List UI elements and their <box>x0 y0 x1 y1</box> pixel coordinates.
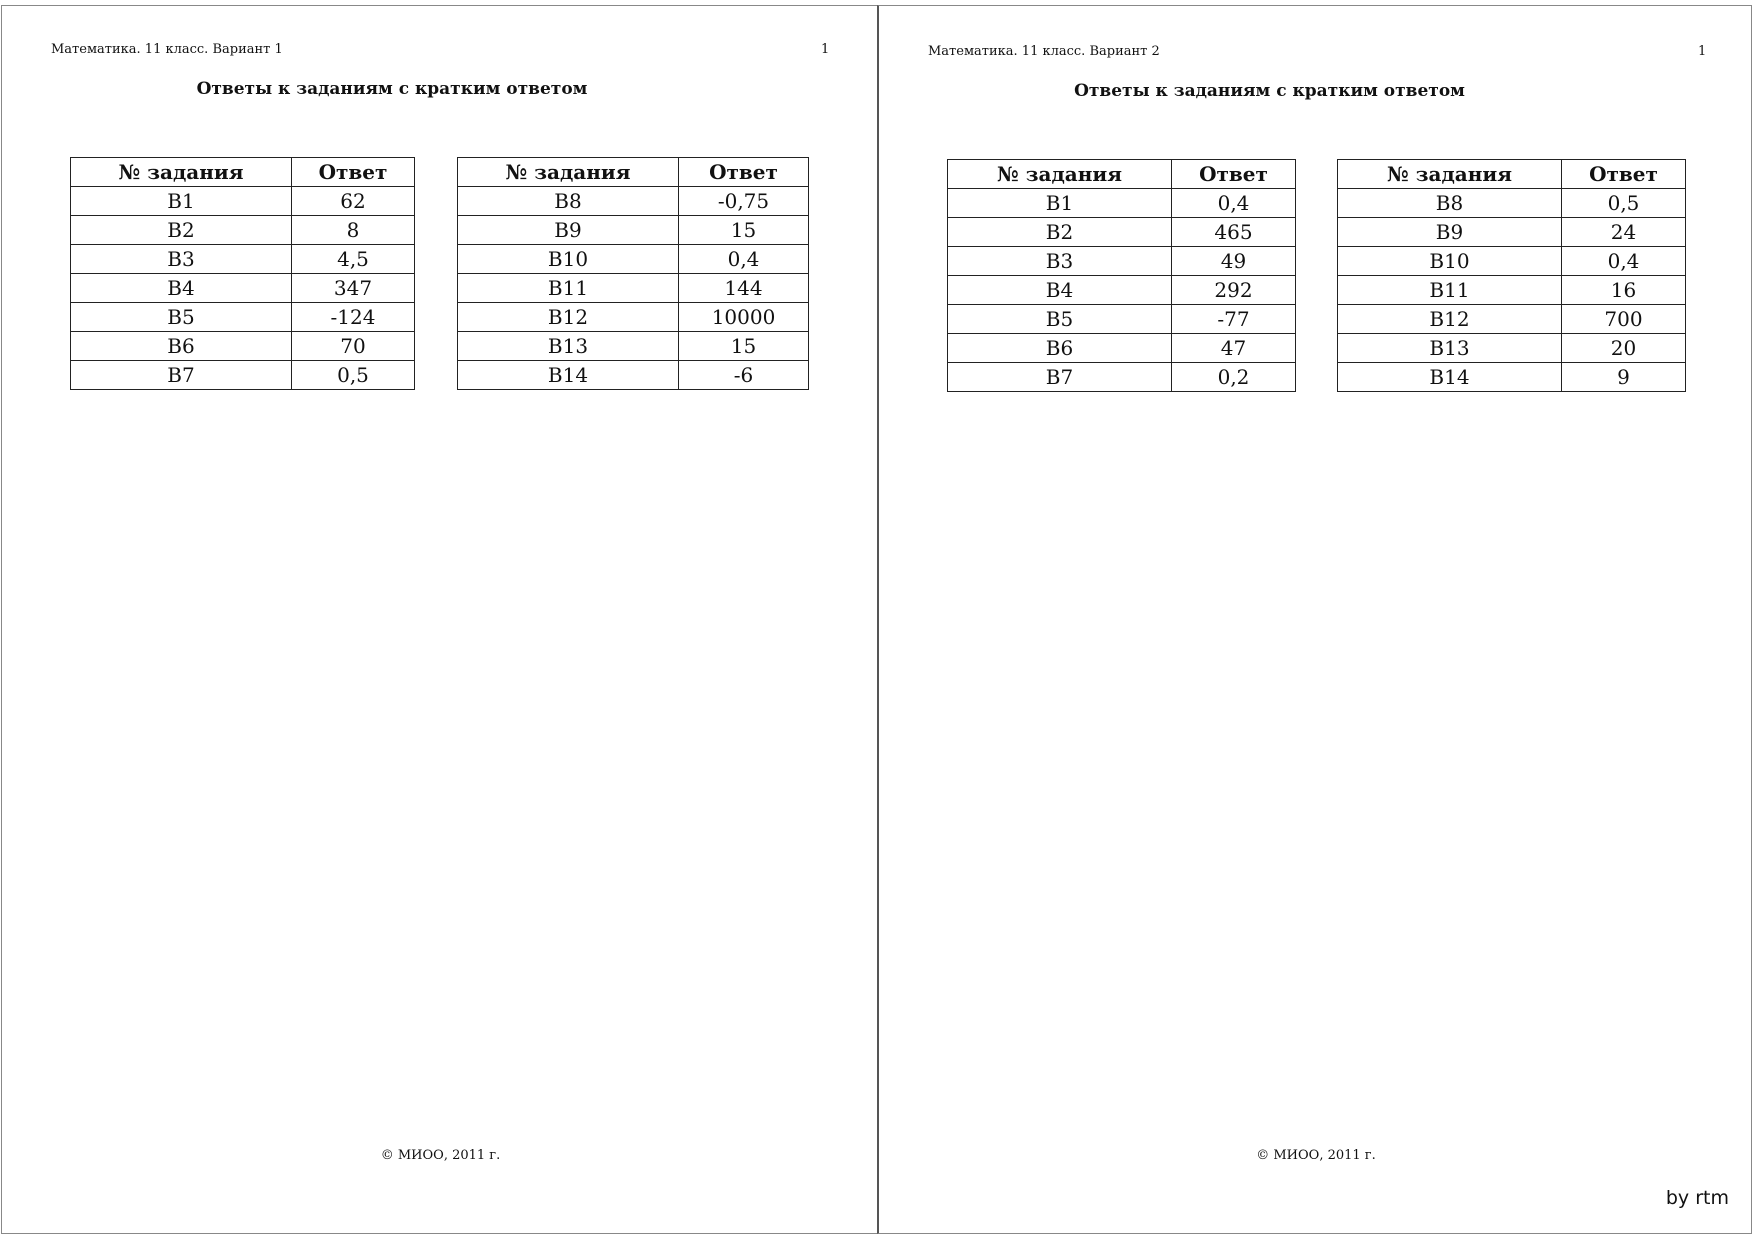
answers-table-2 <box>1337 159 1686 392</box>
table-row <box>1338 189 1686 218</box>
column-header-task: № задания <box>1338 160 1562 189</box>
answer-cell: 0,5 <box>1562 189 1686 218</box>
table-row <box>948 334 1296 363</box>
table-header-row <box>1338 160 1686 189</box>
page-footer: © МИОО, 2011 г. <box>1256 1148 1376 1163</box>
answer-cell: -0,75 <box>679 187 809 216</box>
task-number-cell: B4 <box>948 276 1172 305</box>
table-row <box>71 245 415 274</box>
task-number-cell: B12 <box>458 303 679 332</box>
task-number-cell: B3 <box>948 247 1172 276</box>
table-row <box>458 245 809 274</box>
column-header-answer: Ответ <box>1172 160 1296 189</box>
answer-cell: 465 <box>1172 218 1296 247</box>
answer-cell: 0,4 <box>679 245 809 274</box>
answer-cell: 62 <box>292 187 415 216</box>
task-number-cell: B5 <box>71 303 292 332</box>
answer-cell: 0,4 <box>1172 189 1296 218</box>
task-number-cell: B6 <box>71 332 292 361</box>
answer-cell: 8 <box>292 216 415 245</box>
task-number-cell: B11 <box>1338 276 1562 305</box>
task-number-cell: B11 <box>458 274 679 303</box>
task-number-cell: B9 <box>458 216 679 245</box>
column-header-task: № задания <box>71 158 292 187</box>
table-row <box>948 276 1296 305</box>
task-number-cell: B1 <box>948 189 1172 218</box>
table-row <box>71 332 415 361</box>
table-row <box>458 274 809 303</box>
page-title: Ответы к заданиям с кратким ответом <box>196 79 588 99</box>
table-row <box>1338 363 1686 392</box>
table-row <box>458 303 809 332</box>
answer-cell: 347 <box>292 274 415 303</box>
answer-cell: 0,5 <box>292 361 415 390</box>
task-number-cell: B1 <box>71 187 292 216</box>
answer-cell: 15 <box>679 332 809 361</box>
task-number-cell: B2 <box>71 216 292 245</box>
page-header: Математика. 11 класс. Вариант 2 <box>928 44 1160 59</box>
table-header-row <box>458 158 809 187</box>
answer-cell: 700 <box>1562 305 1686 334</box>
task-number-cell: B3 <box>71 245 292 274</box>
page-title: Ответы к заданиям с кратким ответом <box>1074 81 1465 101</box>
table-row <box>948 189 1296 218</box>
table-row <box>71 274 415 303</box>
answer-cell: 144 <box>679 274 809 303</box>
task-number-cell: B5 <box>948 305 1172 334</box>
task-number-cell: B12 <box>1338 305 1562 334</box>
task-number-cell: B6 <box>948 334 1172 363</box>
table-row <box>948 247 1296 276</box>
table-row <box>71 216 415 245</box>
page-variant-2 <box>877 5 1752 1234</box>
answer-cell: 24 <box>1562 218 1686 247</box>
task-number-cell: B4 <box>71 274 292 303</box>
task-number-cell: B8 <box>458 187 679 216</box>
watermark: by rtm <box>1665 1187 1729 1209</box>
task-number-cell: B7 <box>948 363 1172 392</box>
table-row <box>948 305 1296 334</box>
table-row <box>458 361 809 390</box>
column-header-task: № задания <box>458 158 679 187</box>
table-row <box>458 332 809 361</box>
answer-cell: 0,4 <box>1562 247 1686 276</box>
task-number-cell: B9 <box>1338 218 1562 247</box>
task-number-cell: B14 <box>458 361 679 390</box>
page-number: 1 <box>1698 44 1707 59</box>
table-row <box>458 187 809 216</box>
table-row <box>71 303 415 332</box>
answer-cell: 9 <box>1562 363 1686 392</box>
task-number-cell: B8 <box>1338 189 1562 218</box>
page-footer: © МИОО, 2011 г. <box>380 1148 501 1163</box>
page-variant-1 <box>1 5 877 1234</box>
task-number-cell: B10 <box>458 245 679 274</box>
answer-cell: 292 <box>1172 276 1296 305</box>
answer-cell: 47 <box>1172 334 1296 363</box>
table-row <box>948 218 1296 247</box>
task-number-cell: B7 <box>71 361 292 390</box>
table-header-row <box>71 158 415 187</box>
table-row <box>1338 305 1686 334</box>
task-number-cell: B10 <box>1338 247 1562 276</box>
table-row <box>1338 247 1686 276</box>
answer-cell: 70 <box>292 332 415 361</box>
task-number-cell: B2 <box>948 218 1172 247</box>
answer-cell: 20 <box>1562 334 1686 363</box>
column-header-answer: Ответ <box>1562 160 1686 189</box>
answer-cell: 16 <box>1562 276 1686 305</box>
answers-table-1 <box>947 159 1296 392</box>
answer-cell: 10000 <box>679 303 809 332</box>
column-header-answer: Ответ <box>679 158 809 187</box>
table-row <box>71 187 415 216</box>
table-row <box>1338 218 1686 247</box>
answer-cell: 4,5 <box>292 245 415 274</box>
table-row <box>71 361 415 390</box>
table-row <box>948 363 1296 392</box>
answer-cell: -6 <box>679 361 809 390</box>
column-header-task: № задания <box>948 160 1172 189</box>
answer-cell: 49 <box>1172 247 1296 276</box>
answer-cell: -124 <box>292 303 415 332</box>
table-row <box>1338 334 1686 363</box>
answers-table-2 <box>457 157 809 390</box>
task-number-cell: B13 <box>458 332 679 361</box>
task-number-cell: B14 <box>1338 363 1562 392</box>
table-row <box>1338 276 1686 305</box>
column-header-answer: Ответ <box>292 158 415 187</box>
answer-cell: 0,2 <box>1172 363 1296 392</box>
answers-table-1 <box>70 157 415 390</box>
task-number-cell: B13 <box>1338 334 1562 363</box>
page-header: Математика. 11 класс. Вариант 1 <box>51 42 283 57</box>
table-header-row <box>948 160 1296 189</box>
answer-cell: 15 <box>679 216 809 245</box>
table-row <box>458 216 809 245</box>
answer-cell: -77 <box>1172 305 1296 334</box>
page-number: 1 <box>821 42 830 57</box>
